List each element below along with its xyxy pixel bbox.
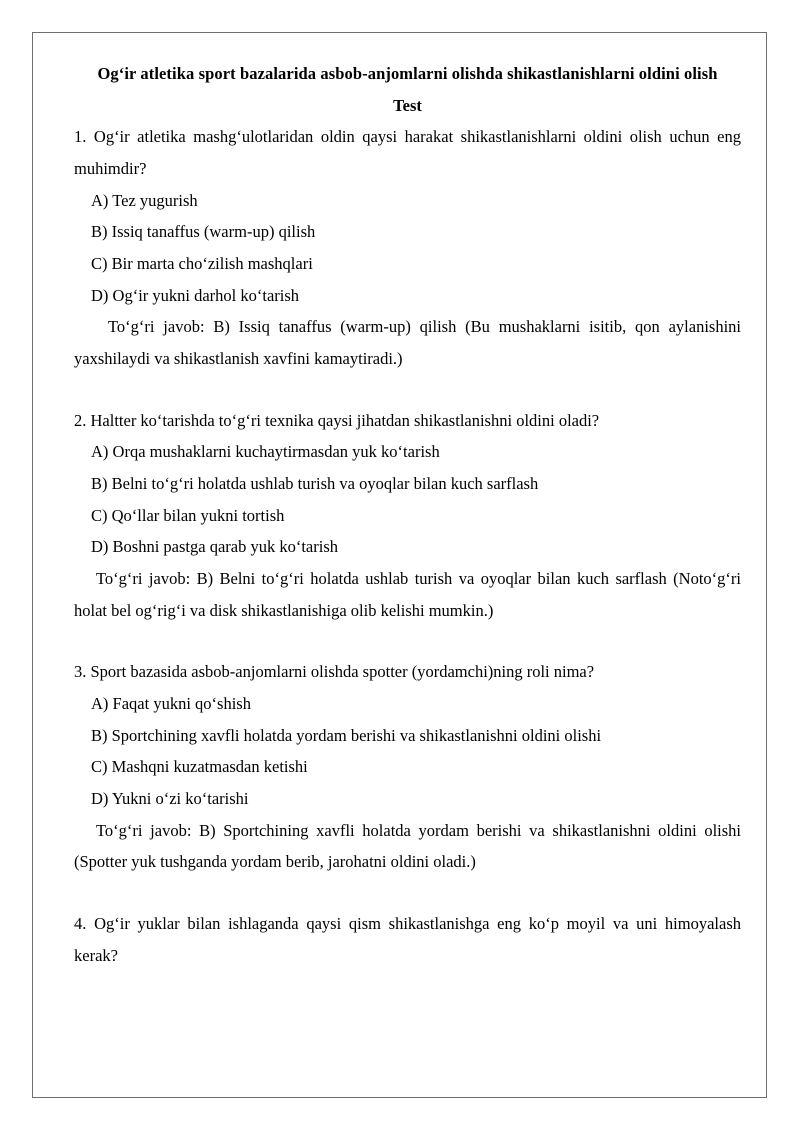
block-spacer: [74, 878, 741, 908]
question-block-4: [74, 908, 741, 971]
question-option-c: C) Mashqni kuzatmasdan ketishi: [91, 757, 308, 777]
page-subtitle: Test: [393, 95, 422, 115]
question-block-3: [74, 656, 741, 878]
document-content: [74, 58, 741, 971]
question-option-b: B) Issiq tanaffus (warm-up) qilish: [91, 222, 316, 242]
question-answer: Toʻgʻri javob: B) Sportchining xavfli holatda yordam berishi va shikastlanishni oldini olishi (Spotter yuk tushganda yordam berib, jarohatni oldini oladi.): [74, 820, 741, 872]
block-spacer: [74, 375, 741, 405]
page-title: Ogʻir atletika sport bazalarida asbob-anjomlarni olishda shikastlanishlarni oldini olish: [97, 64, 718, 83]
question-option-b: B) Belni toʻgʻri holatda ushlab turish va oyoqlar bilan kuch sarflash: [91, 474, 539, 494]
block-spacer: [74, 626, 741, 656]
question-option-b: B) Sportchining xavfli holatda yordam berishi va shikastlanishni oldini olishi: [91, 725, 602, 745]
question-option-c: C) Bir marta choʻzilish mashqlari: [91, 254, 313, 274]
question-stem: 4. Ogʻir yuklar bilan ishlaganda qaysi qism shikastlanishga eng koʻp moyil va uni himoyalash kerak?: [74, 914, 741, 965]
document-page: [32, 32, 767, 1098]
question-stem: 1. Ogʻir atletika mashgʻulotlaridan oldin qaysi harakat shikastlanishlarni oldini olish uchun eng muhimdir?: [74, 127, 741, 179]
question-stem: 3. Sport bazasida asbob-anjomlarni olishda spotter (yordamchi)ning roli nima?: [74, 662, 595, 682]
question-answer: Toʻgʻri javob: B) Issiq tanaffus (warm-up) qilish (Bu mushaklarni isitib, qon aylanishini yaxshilaydi va shikastlanish xavfini kamaytiradi.): [74, 317, 741, 369]
question-option-d: D) Yukni oʻzi koʻtarishi: [91, 789, 249, 809]
question-option-c: C) Qoʻllar bilan yukni tortish: [91, 505, 285, 525]
question-option-a: A) Tez yugurish: [91, 190, 198, 210]
question-option-d: D) Ogʻir yukni darhol koʻtarish: [91, 285, 300, 305]
question-stem: 2. Haltter koʻtarishda toʻgʻri texnika qaysi jihatdan shikastlanishni oldini oladi?: [74, 410, 600, 430]
question-answer: Toʻgʻri javob: B) Belni toʻgʻri holatda ushlab turish va oyoqlar bilan kuch sarflash (Notoʻgʻri holat bel ogʻrigʻi va disk shikastlanishiga olib kelishi mumkin.): [74, 569, 741, 620]
question-block-1: [74, 121, 741, 374]
question-option-a: A) Orqa mushaklarni kuchaytirmasdan yuk koʻtarish: [91, 442, 440, 462]
question-block-2: [74, 405, 741, 627]
question-option-a: A) Faqat yukni qoʻshish: [91, 694, 251, 714]
question-option-d: D) Boshni pastga qarab yuk koʻtarish: [91, 537, 338, 557]
